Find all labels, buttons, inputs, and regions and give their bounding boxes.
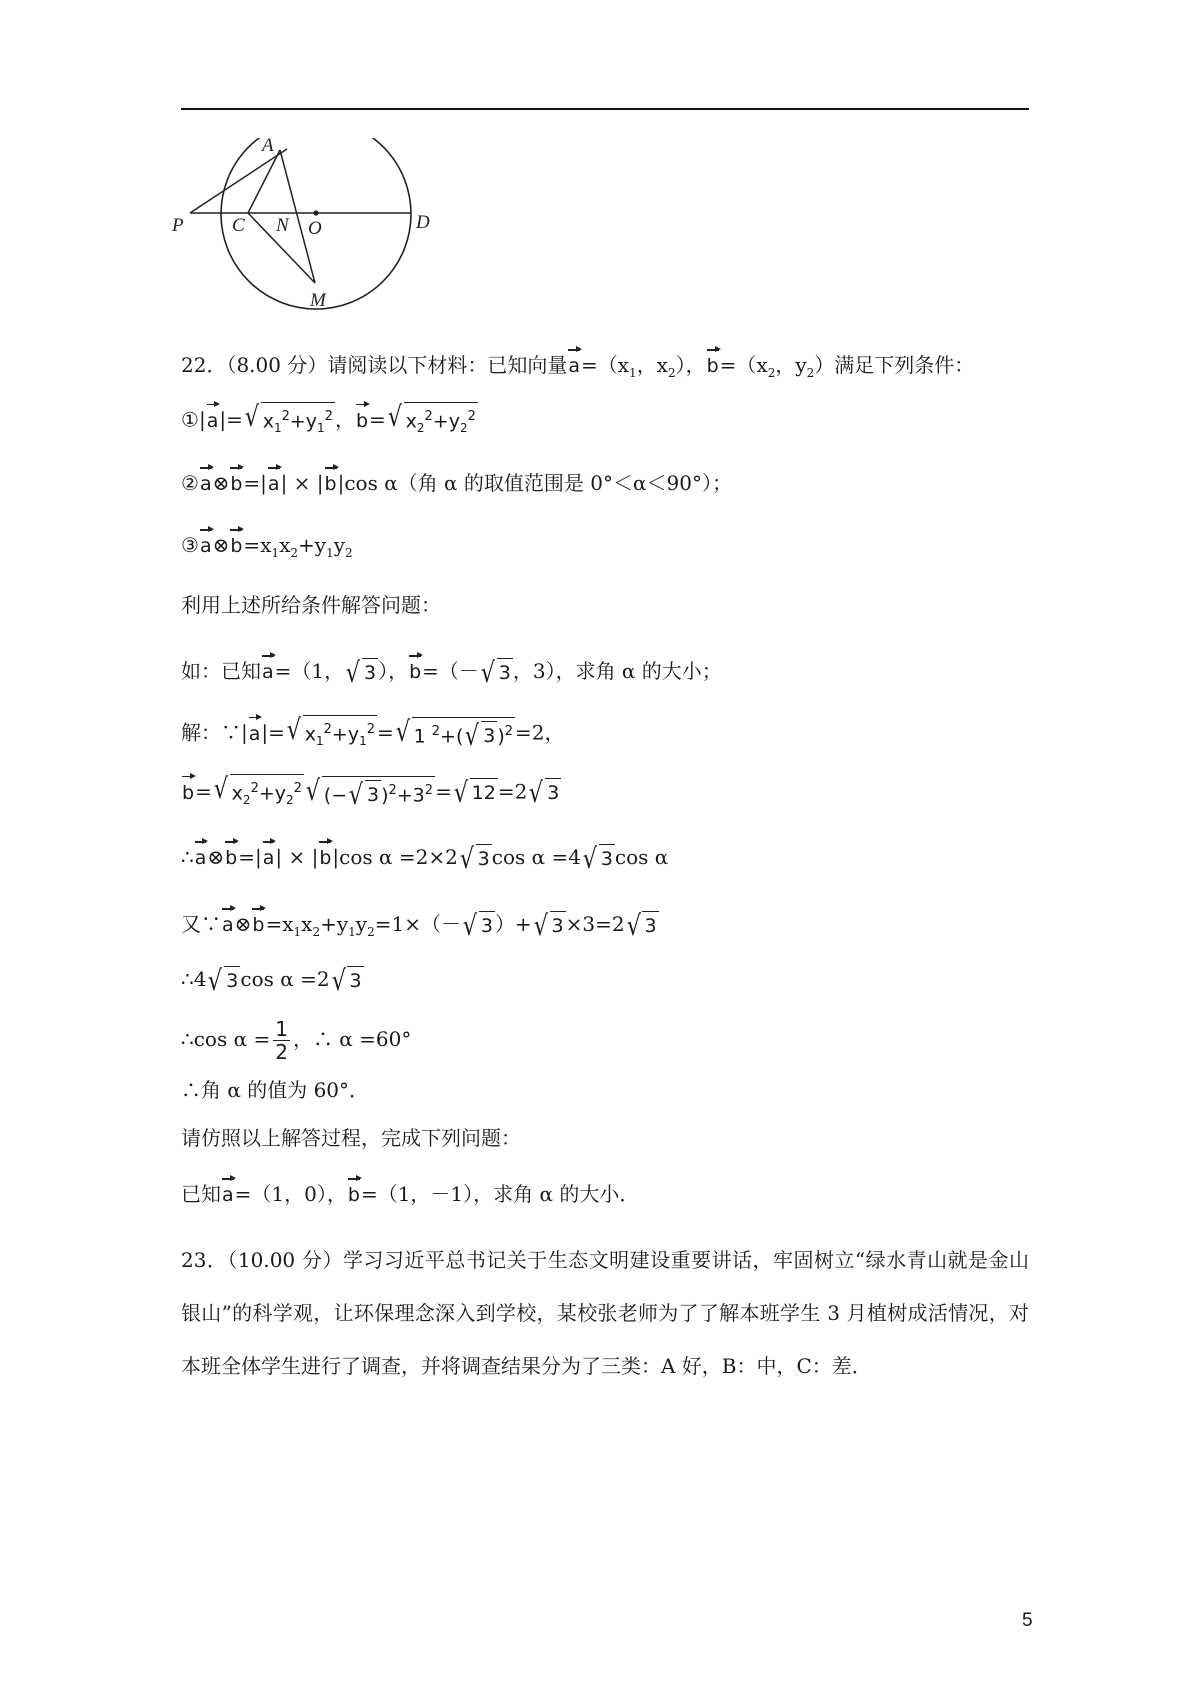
therefore-line-3: ∴cos α = $\frac{1}{2}$ ，∴ α =60° bbox=[181, 1017, 412, 1064]
therefore-line-4: ∴角 α 的值为 60°． bbox=[181, 1078, 370, 1102]
q23-text: 23．（10.00 分）学习习近平总书记关于生态文明建设重要讲话，牢固树立“绿水青山就是金山银山”的科学观，让环保理念深入到学校，某校张老师为了了解本班学生 3 月植树成活情况，对本班全体学生进行了调查，并将调查结果分为了三类：A 好，B：中，C：差． bbox=[181, 1248, 1029, 1378]
also-line: 又$\because a\otimes b=x_1x_2+y_1y_2=1\times(-$ √ 3 ）+ √ 3 ×3=2 √ 3 bbox=[181, 908, 657, 942]
therefore-line-1: ∴a⊗b=|a| × |b|cos α =2×2 √ 3 cos α =4 √ 3 cos α bbox=[181, 841, 669, 875]
header-rule bbox=[181, 108, 1029, 110]
therefore-line-2: ∴4 √ 3 cos α =2 √ 3 bbox=[181, 963, 362, 997]
label-o: O bbox=[308, 218, 322, 239]
q22-header: 22．（8.00 分）请阅读以下材料：已知向量$a=(x_1$，$x_2$），$b=(x_2$，$y_2$）满足下列条件： bbox=[181, 353, 975, 380]
geometry-figure bbox=[172, 138, 472, 338]
page-number: 5 bbox=[1022, 1610, 1033, 1631]
solution-line-1: 解：∵|a|= √ $x_1^2+y_1^2$ = √ 1 $^2$+( √ 3 )$^2$ =2， bbox=[181, 713, 565, 753]
task-line: 已知a=（1，0），b=（1，－1），求角 α 的大小． bbox=[181, 1180, 639, 1209]
imitate-line: 请仿照以上解答过程，完成下列问题： bbox=[181, 1126, 521, 1150]
use-conditions-line: 利用上述所给条件解答问题： bbox=[181, 593, 441, 617]
label-c: C bbox=[232, 215, 245, 236]
solution-line-2: b= √ $x_2^2+y_2^2$ √ (− √ 3 )$^2+3^2$ = √ 12 =2 √ 3 bbox=[182, 772, 560, 812]
segment-ac bbox=[248, 150, 280, 213]
label-m: M bbox=[310, 290, 326, 311]
center-point-o bbox=[313, 210, 318, 215]
label-a: A bbox=[262, 138, 274, 156]
label-p: P bbox=[172, 215, 184, 236]
label-n: N bbox=[276, 215, 289, 236]
condition-1: ①|a|= √ $x_1^2+y_1^2$ ，b= √ $x_2^2+y_2^2$ bbox=[181, 402, 478, 440]
condition-2: ②a⊗b=|a| × |b|cos α（角 α 的取值范围是 0°＜α＜90°）； bbox=[181, 469, 732, 498]
label-d: D bbox=[416, 212, 430, 233]
example-line: 如：已知a=（1， √ 3 ），b=（－ √ 3 ，3），求角 α 的大小； bbox=[181, 655, 722, 689]
condition-3: $③a\otimes b=x_1x_2+y_1y_2$ bbox=[181, 533, 353, 560]
